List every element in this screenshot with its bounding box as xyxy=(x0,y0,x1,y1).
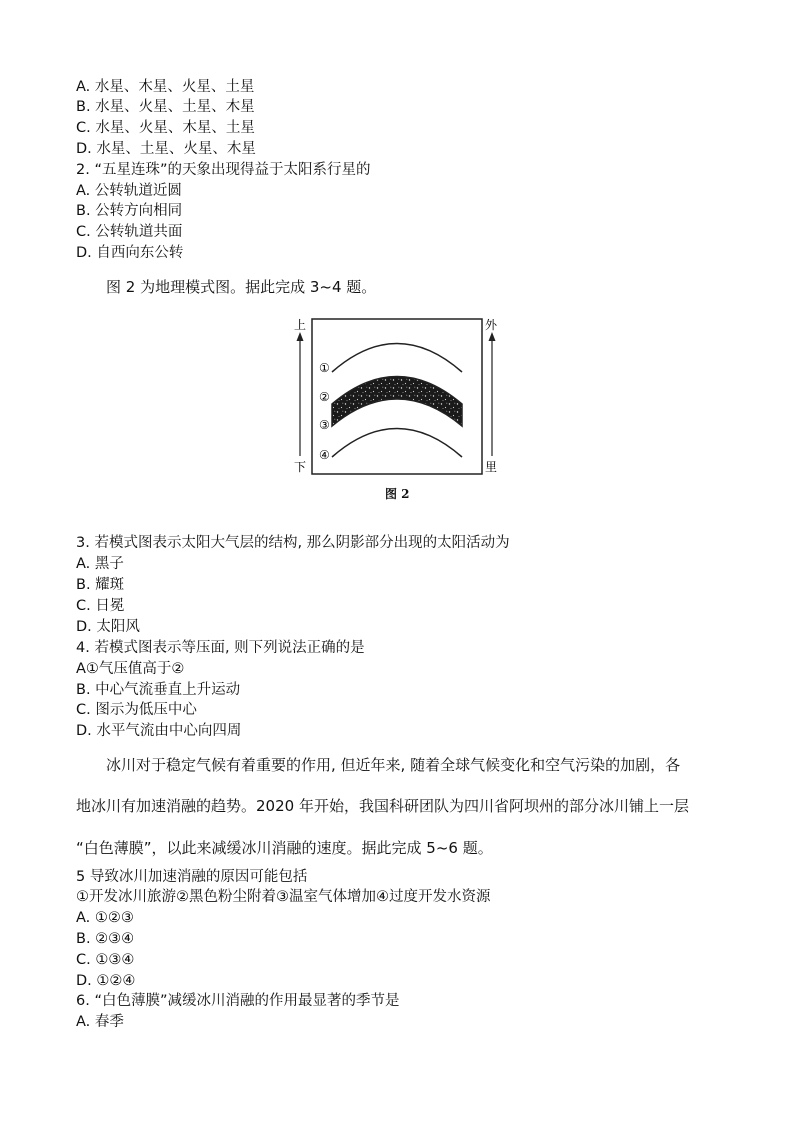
q3-option-d: D. 太阳风 xyxy=(76,619,140,635)
left-top-label: 上 xyxy=(294,318,307,332)
q5-option-a: A. ①②③ xyxy=(76,910,134,926)
marker-3: ③ xyxy=(319,418,330,432)
marker-1: ① xyxy=(319,361,330,375)
q6-stem: 6. “白色薄膜”减缓冰川消融的作用最显著的季节是 xyxy=(76,993,400,1009)
q5-items: ①开发冰川旅游②黑色粉尘附着③温室气体增加④过度开发水资源 xyxy=(76,889,491,905)
q1-option-a: A. 水星、木星、火星、土星 xyxy=(76,79,255,95)
q4-stem: 4. 若模式图表示等压面, 则下列说法正确的是 xyxy=(76,640,365,656)
marker-2: ② xyxy=(319,390,330,404)
q2-option-d: D. 自西向东公转 xyxy=(76,245,184,261)
q5-stem: 5 导致冰川加速消融的原因可能包括 xyxy=(76,869,308,885)
q1-option-d: D. 水星、土星、火星、木星 xyxy=(76,141,256,157)
q6-option-a: A. 春季 xyxy=(76,1014,124,1030)
passage-line-3: “白色薄膜”，以此来减缓冰川消融的速度。据此完成 5~6 题。 xyxy=(76,839,493,857)
figure-2-diagram xyxy=(288,314,508,484)
q4-option-a: A①气压值高于② xyxy=(76,661,185,677)
q2-stem: 2. “五星连珠”的天象出现得益于太阳系行星的 xyxy=(76,162,371,178)
right-bottom-label: 里 xyxy=(485,460,498,474)
right-top-label: 外 xyxy=(485,318,498,332)
q3-option-b: B. 耀斑 xyxy=(76,577,125,593)
right-arrow-head xyxy=(489,332,496,341)
q4-option-b: B. 中心气流垂直上升运动 xyxy=(76,682,241,698)
q5-option-b: B. ②③④ xyxy=(76,931,135,947)
passage-line-2: 地冰川有加速消融的趋势。2020 年开始，我国科研团队为四川省阿坝州的部分冰川铺上一层 xyxy=(76,797,689,815)
q3-option-a: A. 黑子 xyxy=(76,556,124,572)
left-arrow-head xyxy=(297,332,304,341)
q2-option-c: C. 公转轨道共面 xyxy=(76,224,183,240)
q1-option-b: B. 水星、火星、土星、木星 xyxy=(76,99,255,115)
figure-caption: 图 2 xyxy=(385,487,410,501)
marker-4: ④ xyxy=(319,448,330,462)
q3-stem: 3. 若模式图表示太阳大气层的结构, 那么阴影部分出现的太阳活动为 xyxy=(76,535,510,551)
q1-option-c: C. 水星、火星、木星、土星 xyxy=(76,120,255,136)
q5-option-d: D. ①②④ xyxy=(76,973,136,989)
q3-option-c: C. 日冕 xyxy=(76,598,125,614)
q4-option-c: C. 图示为低压中心 xyxy=(76,702,197,718)
q2-option-a: A. 公转轨道近圆 xyxy=(76,183,182,199)
q4-option-d: D. 水平气流由中心向四周 xyxy=(76,723,242,739)
q2-option-b: B. 公转方向相同 xyxy=(76,203,183,219)
passage-line-1: 冰川对于稳定气候有着重要的作用, 但近年来, 随着全球气候变化和空气污染的加剧，各 xyxy=(106,756,681,774)
q5-option-c: C. ①③④ xyxy=(76,952,135,968)
intro-3-4: 图 2 为地理模式图。据此完成 3~4 题。 xyxy=(106,278,377,296)
left-bottom-label: 下 xyxy=(294,460,307,474)
